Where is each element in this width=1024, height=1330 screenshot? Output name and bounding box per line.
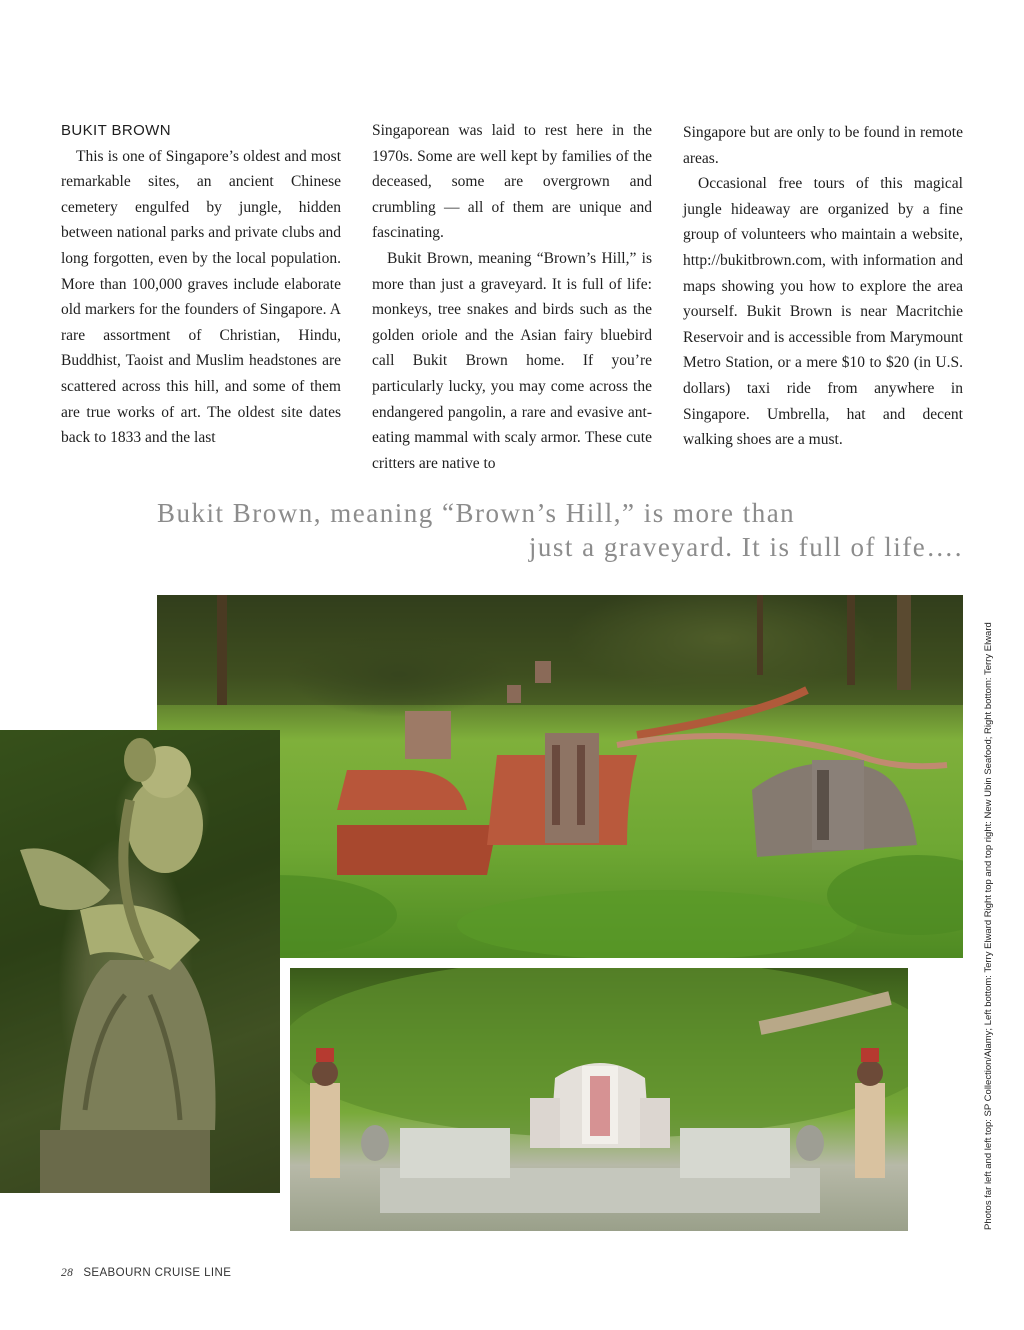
text-column-3 (683, 120, 963, 453)
pull-quote-line: Bukit Brown, meaning “Brown’s Hill,” is more than (157, 498, 796, 528)
ornate-tomb-illustration (290, 968, 908, 1231)
section-heading: BUKIT BROWN (61, 122, 171, 139)
pull-quote (157, 496, 963, 564)
paragraph: Singapore but are only to be found in remote areas. (683, 124, 963, 167)
photo-credit: Photos far left and left top: SP Collection/Alamy; Left bottom: Terry Elward Right top and top right: New Ubin Seafood; Right bottom: Terry Elward (983, 622, 994, 1230)
text-column-1 (61, 118, 341, 451)
ornate-tomb-photo (290, 968, 908, 1231)
page-number: 28 (61, 1267, 74, 1279)
publication-name: SEABOURN CRUISE LINE (83, 1267, 232, 1279)
text-column-2 (372, 118, 652, 476)
paragraph: This is one of Singapore’s oldest and most remarkable sites, an ancient Chinese cemetery engulfed by jungle, hidden between national parks and private clubs and long forgotten, even by the local population. More than 100,000 graves include elaborate old markers for the founders of Singapore. A rare assortment of Christian, Hindu, Buddhist, Taoist and Muslim headstones are scattered across this hill, and some of them are true works of art. The oldest site dates back to 1833 and the last (61, 147, 341, 447)
paragraph: Occasional free tours of this magical jungle hideaway are organized by a fine group of volunteers who maintain a website, http://bukitbrown.com, with information and maps showing you how to explore the area yourself. Bukit Brown is near Macritchie Reservoir and is accessible from Marymount Metro Station, or a mere $10 to $20 (in U.S. dollars) taxi ride from anywhere in Singapore. Umbrella, hat and decent walking shoes are a must. (683, 175, 963, 449)
moss-statue-photo (0, 730, 280, 1193)
pull-quote-line: just a graveyard. It is full of life…. (528, 532, 963, 562)
paragraph: Singaporean was laid to rest here in the 1970s. Some are well kept by families of the deceased, some are overgrown and crumbling — all of them are unique and fascinating. (372, 122, 652, 242)
page-footer (61, 1267, 231, 1279)
paragraph: Bukit Brown, meaning “Brown’s Hill,” is more than just a graveyard. It is full of life: monkeys, tree snakes and birds such as the golden oriole and the Asian fairy bluebird call Bukit Brown home. If you’re particularly lucky, you may come across the endangered pangolin, a rare and evasive ant-eating mammal with scaly armor. These cute critters are native to (372, 249, 652, 472)
moss-statue-illustration (0, 730, 280, 1193)
